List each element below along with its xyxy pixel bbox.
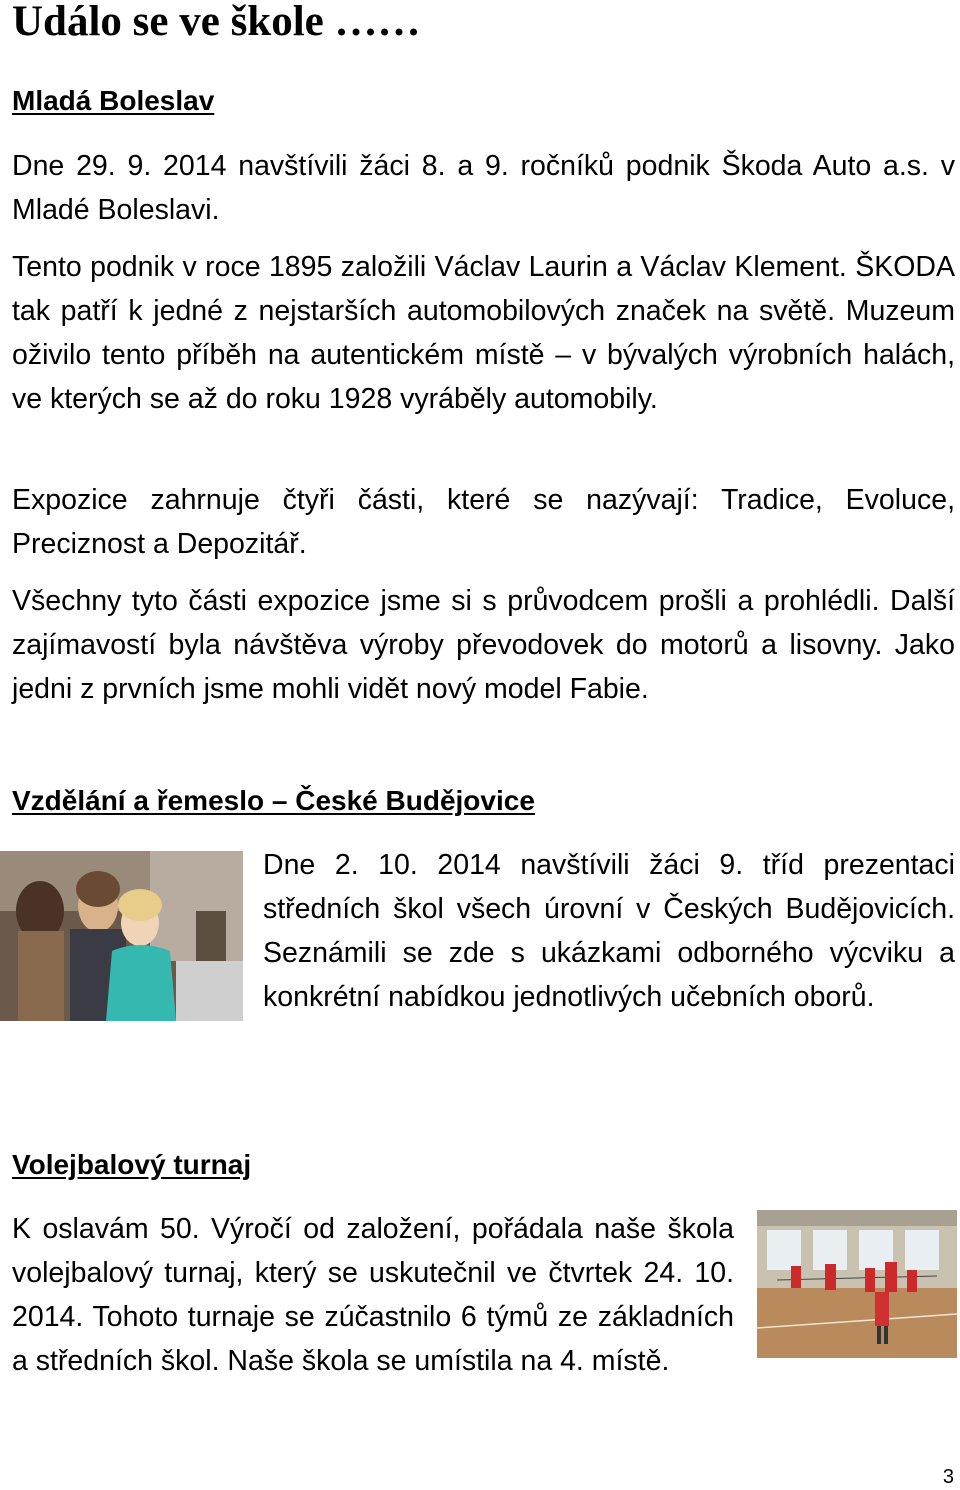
paragraph-skoda-visit: Dne 29. 9. 2014 navštívili žáci 8. a 9. ročníků podnik Škoda Auto a.s. v Mladé Boleslavi. (12, 150, 955, 226)
paragraph-budejovice: Dne 2. 10. 2014 navštívili žáci 9. tříd prezentaci středních škol všech úrovní v Českých Budějovicích. Seznámili se zde s ukázkami odborného výcviku a konkrétní nabídkou jednotlivých učebních oborů. (263, 849, 955, 1013)
page-title: Událo se ve škole …… (12, 0, 421, 45)
section-heading-vzdelani-remeslo: Vzdělání a řemeslo – České Budějovice (12, 785, 535, 816)
paragraph-skoda-history: Tento podnik v roce 1895 založili Václav Laurin a Václav Klement. ŠKODA tak patří k jedné z nejstarších automobilových značek na světě. Muzeum oživilo tento příběh na autentickém místě – v bývalých výrobních halách, ve kterých se až do roku 1928 vyráběly automobily. (12, 251, 955, 415)
paragraph-expozice: Expozice zahrnuje čtyři části, které se nazývají: Tradice, Evoluce, Preciznost a Depozitář. (12, 484, 955, 560)
paragraph-volejbal: K oslavám 50. Výročí od založení, pořádala naše škola volejbalový turnaj, který se uskutečnil ve čtvrtek 24. 10. 2014. Tohoto turnaje se zúčastnilo 6 týmů ze základních a středních škol. Naše škola se umístila na 4. místě. (12, 1213, 734, 1377)
page-number: 3 (942, 1466, 954, 1488)
students-presentation-photo (0, 851, 243, 1021)
volleyball-gym-photo (757, 1210, 957, 1358)
section-heading-mlada-boleslav: Mladá Boleslav (12, 85, 215, 116)
paragraph-prohlidka: Všechny tyto části expozice jsme si s průvodcem prošli a prohlédli. Další zajímavostí byla návštěva výroby převodovek do motorů a lisovny. Jako jedni z prvních jsme mohli vidět nový model Fabie. (12, 585, 955, 705)
section-heading-volejbal: Volejbalový turnaj (12, 1149, 252, 1180)
section-budejovice-body (12, 843, 955, 1021)
